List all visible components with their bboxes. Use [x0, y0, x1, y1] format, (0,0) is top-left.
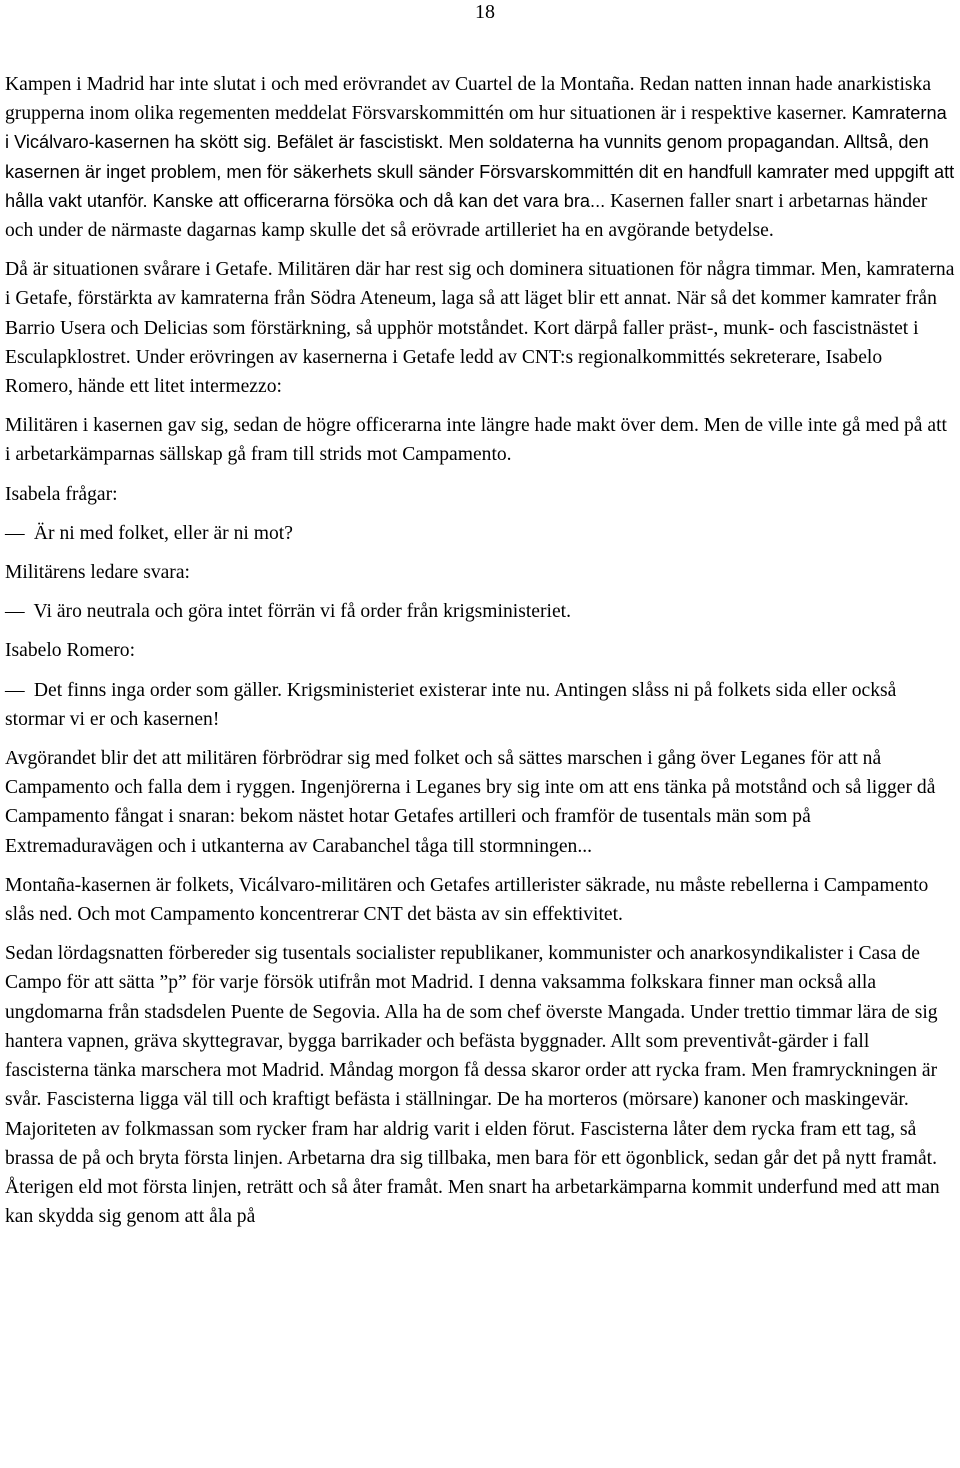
dialogue-line-1 [5, 519, 955, 548]
page-number: 18 [475, 1, 495, 23]
dialogue-line-2-text: Vi äro neutrala och göra intet förrän vi få order från krigsministeriet. [33, 601, 571, 623]
paragraph-4: Isabela frågar: [5, 483, 118, 505]
em-dash: — [5, 601, 25, 623]
paragraph-3: Militären i kasernen gav sig, sedan de högre officerarna inte längre hade makt över dem. Men de ville inte gå med på att i arbetarkämparnas sällskap gå fram till strids mot Campamento. [5, 415, 947, 466]
paragraph-6: Militärens ledare svara: [5, 562, 190, 584]
paragraph-1 [5, 70, 955, 245]
paragraph-1-start: Kampen i Madrid har inte slutat i och med erövrandet av Cuartel de la Montaña. Redan natten innan hade anarkistiska grupperna inom olika regementen meddelat Försvarskommittén om hur situationen är i respektive kaserner. [5, 74, 932, 125]
paragraph-2: Då är situationen svårare i Getafe. Militären där har rest sig och dominera situationen för några timmar. Men, kamraterna i Getafe, förstärkta av kamraterna från Södra Ateneum, laga så att läget blir ett annat. När så det kommer kamrater från Barrio Usera och Delicias som förstärkning, så upphör motståndet. Kort därpå faller präst-, munk- och fascistnästet i Esculapklostret. Under erövringen av kasernerna i Getafe ledd av CNT:s regionalkommittés sekreterare, Isabelo Romero, hände ett litet intermezzo: [5, 259, 955, 398]
em-dash: — [5, 679, 25, 701]
paragraph-1-sans-passage: Kamraterna i Vicálvaro-kasernen ha skött sig. Befälet är fascistiskt. Men soldaterna ha vunnits genom propagandan. Alltså, den kasernen är inget problem, men för säkerhets skull sänder Försvarskommittén dit en handfull kamrater med uppgift att hålla vakt utanför. Kanske att officerarna försöka och då kan det vara bra... [5, 103, 955, 211]
dialogue-line-2 [5, 597, 955, 626]
paragraph-1-end: Kasernen faller snart i arbetarnas händer och under de närmaste dagarnas kamp skulle det så erövrade artilleriet ha en avgörande betydelse. [5, 190, 928, 242]
dialogue-line-1-text: Är ni med folket, eller är ni mot? [33, 522, 293, 544]
paragraph-12: Sedan lördagsnatten förbereder sig tusentals socialister republikaner, kommunister och anarkosyndikalister i Casa de Campo för att sätta ”p” för varje försök utifrån mot Madrid. I denna vaksamma folkskara finner man också alla ungdomarna från stadsdelen Puente de Segovia. Alla ha de som chef överste Mangada. Under trettio timmar lära de sig hantera vapnen, gräva skyttegravar, bygga barrikader och befästa byggnader. Allt som preventivåt-gärder i fall fascisterna tänka marschera mot Madrid. Måndag morgon få dessa skaror order att rycka fram. Men framryckningen är svår. Fascisterna ligga väl till och kraftigt befästa i ställningar. De ha morteros (mörsare) kanoner och maskingevär. Majoriteten av folkmassan som rycker fram har aldrig varit i elden förut. Fascisterna låter dem rycka fram ett tag, så brassa de på och bryta första linjen. Arbetarna dra sig tillbaka, men bara för ett ögonblick, sedan går det på nytt framåt. Återigen eld mot första linjen, reträtt och så åter framåt. Men snart ha arbetarkämparna kommit underfund med att man kan skydda sig genom att åla på [5, 943, 940, 1228]
dialogue-line-3 [5, 676, 955, 734]
body-text [5, 70, 955, 1231]
paragraph-10: Avgörandet blir det att militären förbrödrar sig med folket och så sättes marschen i gång över Leganes för att nå Campamento och falla dem i ryggen. Ingenjörerna i Leganes bry sig inte om att ens tänka på motstånd och så ligger då Campamento fångat i snaran: bekom nästet hotar Getafes artilleri och framför de tusentals män som på Extremaduravägen och i utkanterna av Carabanchel tåga till stormningen... [5, 748, 936, 857]
em-dash: — [5, 522, 25, 544]
dialogue-line-3-text: Det finns inga order som gäller. Krigsministeriet existerar inte nu. Antingen slåss ni på folkets sida eller också stormar vi er och kasernen! [5, 679, 897, 730]
paragraph-11: Montaña-kasernen är folkets, Vicálvaro-militären och Getafes artillerister säkrade, nu måste rebellerna i Campamento slås ned. Och mot Campamento koncentrerar CNT det bästa av sin effektivitet. [5, 874, 929, 926]
paragraph-8: Isabelo Romero: [5, 640, 136, 662]
